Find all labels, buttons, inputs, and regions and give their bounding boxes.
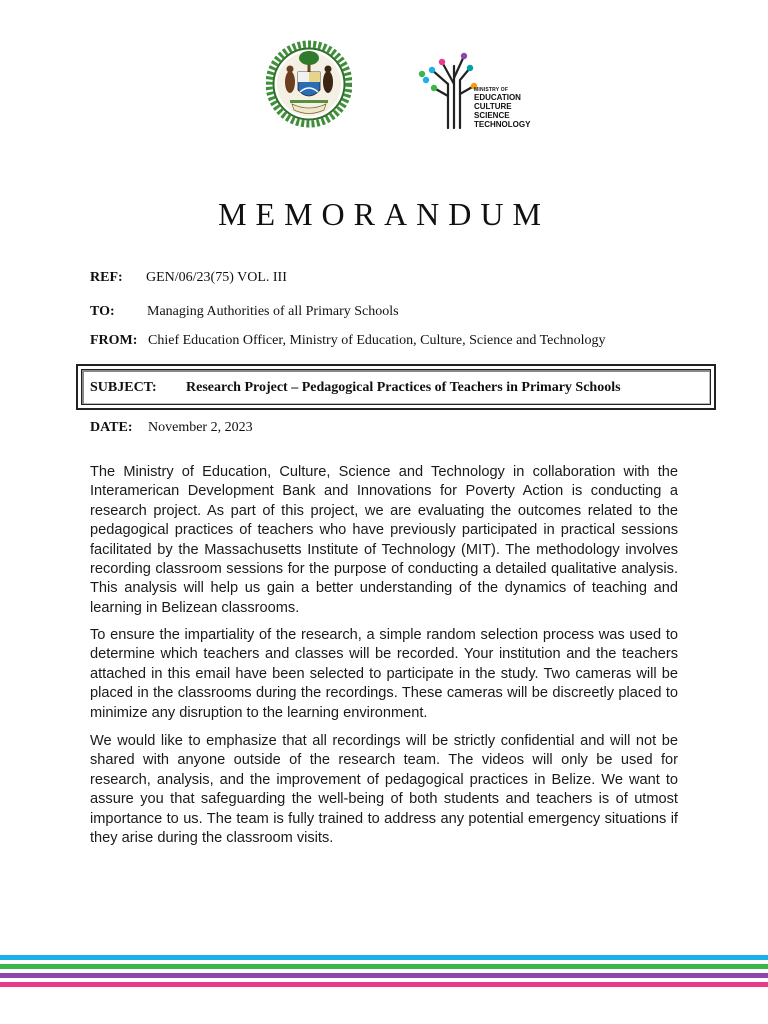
ministry-dot-icon <box>431 85 437 91</box>
ministry-dot-icon <box>461 53 467 59</box>
ministry-dot-icon <box>423 77 429 83</box>
ministry-science-text: SCIENCE <box>474 111 510 120</box>
footer-stripe-purple <box>0 973 768 978</box>
ministry-culture-text: CULTURE <box>474 102 512 111</box>
footer-stripe-blue <box>0 955 768 960</box>
ministry-dot-icon <box>439 59 445 65</box>
ref-value: GEN/06/23(75) VOL. III <box>146 270 287 285</box>
body-paragraph-3: We would like to emphasize that all recordings will be strictly confidential and will not be shared with anyone outside of the research team. The videos will only be used for research, analysis, and the improvement of pedagogical practices in Belize. We want to assure you that safeguarding the well-being of both students and teachers is of utmost importance to us. The team is fully trained to address any potential emergency situations if they arise during the classroom visits. <box>90 733 678 847</box>
from-label: FROM: <box>90 333 138 348</box>
to-line <box>90 304 399 320</box>
date-line <box>90 420 253 436</box>
ministry-dot-icon <box>467 65 473 71</box>
date-label: DATE: <box>90 420 133 435</box>
ministry-logo <box>412 44 542 132</box>
to-value: Managing Authorities of all Primary Schools <box>147 304 399 319</box>
ministry-dot-icon <box>429 67 435 73</box>
subject-box <box>76 364 716 410</box>
body-paragraph-1: The Ministry of Education, Culture, Science and Technology in collaboration with the Interamerican Development Bank and Innovations for Poverty Action is conducting a research project. As part of this project, we are evaluating the outcomes related to the pedagogical practices of teachers who have previously participated in practical sessions facilitated by the Massachusetts Institute of Technology (MIT). The methodology involves recording classroom sessions for the purpose of conducting a detailed qualitative analysis. This analysis will help us gain a better understanding of the dynamics of teaching and learning in Belizean classrooms. <box>90 464 678 616</box>
ministry-technology-text: TECHNOLOGY <box>474 120 531 129</box>
to-label: TO: <box>90 304 115 319</box>
ref-line <box>90 270 287 286</box>
date-value: November 2, 2023 <box>148 420 253 435</box>
footer-stripe-pink <box>0 982 768 987</box>
shield <box>298 72 320 96</box>
ministry-of-text: MINISTRY OF <box>474 87 509 93</box>
from-value: Chief Education Officer, Ministry of Education, Culture, Science and Technology <box>148 333 606 348</box>
subject-label: SUBJECT: <box>90 380 157 395</box>
body-paragraph-2: To ensure the impartiality of the research, a simple random selection process was used to determine which teachers and classes will be recorded. Your institution and the teachers attached in this email have been selected to participate in the study. Two cameras will be placed in the classrooms during the recordings. These cameras will be discreetly placed to minimize any disruption to the learning environment. <box>90 627 678 721</box>
memorandum-title: MEMORANDUM <box>218 196 550 232</box>
ministry-education-text: EDUCATION <box>474 93 521 102</box>
ref-label: REF: <box>90 270 123 285</box>
ministry-dot-icon <box>419 71 425 77</box>
from-line <box>90 333 606 349</box>
footer-stripe-green <box>0 964 768 969</box>
subject-value: Research Project – Pedagogical Practices of Teachers in Primary Schools <box>186 380 621 395</box>
subject-line <box>90 380 621 396</box>
belize-coat-of-arms-seal <box>266 38 352 130</box>
